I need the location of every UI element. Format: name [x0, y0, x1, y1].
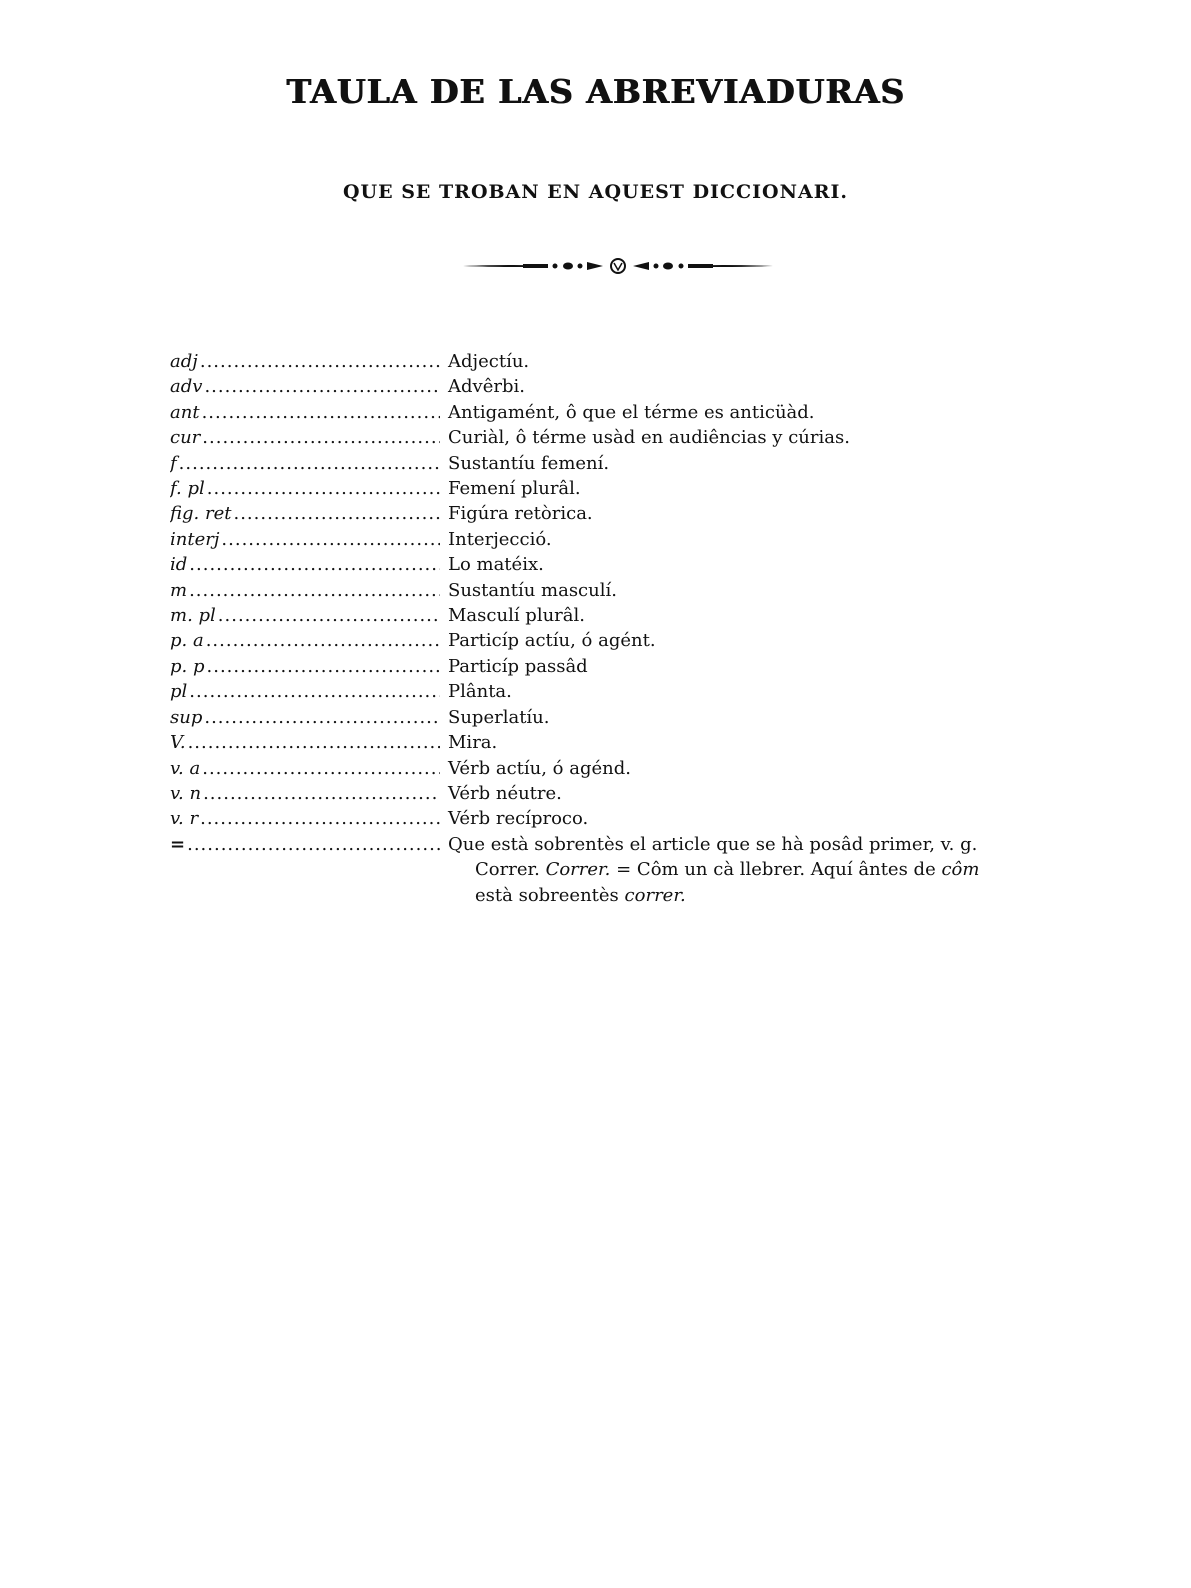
dot-leader [233, 501, 440, 526]
meaning: Vérb néutre. [448, 782, 562, 804]
meaning: Vérb recíproco. [448, 808, 589, 830]
dot-leader [200, 806, 440, 831]
dot-leader [189, 578, 440, 603]
page-title: TAULA DE LAS ABREVIADURAS [286, 72, 905, 111]
meaning: Lo matéix. [448, 554, 544, 576]
abbreviation: id [170, 554, 188, 576]
list-item [170, 451, 1070, 476]
meaning: Masculí plurâl. [448, 605, 585, 627]
abbreviation: f. pl [170, 478, 205, 500]
abbreviation: interj [170, 528, 220, 550]
dot-leader [179, 451, 440, 476]
abbreviation: cur [170, 427, 201, 449]
list-item [170, 578, 1070, 603]
list-item [170, 476, 1070, 501]
abbreviation: adj [170, 351, 198, 372]
meaning: Mira. [448, 732, 498, 754]
meaning: Advêrbi. [448, 376, 525, 398]
continuation-italic: correr. [624, 884, 686, 906]
dot-leader [207, 476, 440, 501]
dot-leader [204, 374, 440, 399]
dot-leader [202, 756, 440, 781]
list-item [170, 730, 1070, 755]
abbreviation: p. a [170, 630, 204, 652]
meaning: Femení plurâl. [448, 478, 581, 500]
continuation-text: = Côm un cà llebrer. Aquí ântes de [616, 859, 936, 881]
meaning: Curiàl, ô térme usàd en audiências y cúrias. [448, 427, 850, 449]
dot-leader [189, 679, 440, 704]
dot-leader [203, 781, 440, 806]
meaning: Figúra retòrica. [448, 503, 593, 525]
abbreviation: v. n [170, 782, 202, 804]
page-subtitle: QUE SE TROBAN EN AQUEST DICCIONARI. [342, 181, 849, 203]
dot-leader [206, 628, 440, 653]
list-item [170, 603, 1070, 628]
meaning: Interjecció. [448, 528, 552, 550]
list-item [170, 654, 1070, 679]
meaning: Sustantíu masculí. [448, 579, 617, 601]
list-item [170, 705, 1070, 730]
dot-leader [202, 400, 440, 425]
abbreviation: pl [170, 681, 188, 703]
meaning: Particíp actíu, ó agént. [448, 630, 656, 652]
list-item [170, 552, 1070, 577]
abbreviation: ant [170, 401, 200, 423]
abbreviation-list [170, 349, 1070, 908]
abbreviation: sup [170, 706, 203, 728]
meaning: Particíp passâd [448, 655, 588, 677]
list-item-last [170, 832, 1070, 857]
meaning: Superlatíu. [448, 706, 550, 728]
continuation-italic: Correr. [545, 859, 611, 881]
list-item [170, 628, 1070, 653]
abbreviation: V. [170, 732, 186, 754]
meaning: Vérb actíu, ó agénd. [448, 757, 631, 779]
continuation-text: està sobreentès [475, 884, 619, 906]
list-item [170, 806, 1070, 831]
abbreviation: m [170, 579, 188, 601]
meaning: Sustantíu femení. [448, 452, 610, 474]
list-item [170, 756, 1070, 781]
list-item [170, 374, 1070, 399]
dot-leader [204, 705, 440, 730]
abbreviation: v. r [170, 808, 199, 830]
meaning: Plânta. [448, 681, 512, 703]
abbreviation: = [170, 833, 186, 855]
abbreviation: v. a [170, 757, 201, 779]
dot-leader [221, 527, 440, 552]
list-item [170, 425, 1070, 450]
dot-leader [202, 425, 440, 450]
dot-leader [218, 603, 440, 628]
dot-leader [188, 730, 440, 755]
continuation-text: Correr. [475, 859, 540, 881]
list-item [170, 501, 1070, 526]
ornament-divider-icon [463, 256, 773, 276]
dot-leader [207, 654, 441, 679]
abbreviation: adv [170, 376, 203, 398]
dot-leader [200, 349, 440, 374]
abbreviation: m. pl [170, 605, 216, 627]
meaning-continuation [170, 857, 1075, 908]
meaning: Que està sobrentès el article que se hà posâd primer, v. g. [448, 833, 978, 855]
meaning: Antigamént, ô que el térme es anticüàd. [448, 401, 815, 423]
list-item [170, 349, 1070, 374]
abbreviation: p. p [170, 655, 205, 677]
abbreviation: fig. ret [170, 503, 232, 525]
list-item [170, 679, 1070, 704]
dot-leader [189, 552, 440, 577]
abbreviation: f [170, 452, 177, 474]
continuation-italic: côm [941, 859, 980, 881]
dot-leader [187, 832, 440, 857]
list-item [170, 527, 1070, 552]
list-item [170, 781, 1070, 806]
list-item [170, 400, 1070, 425]
meaning: Adjectíu. [448, 351, 530, 372]
